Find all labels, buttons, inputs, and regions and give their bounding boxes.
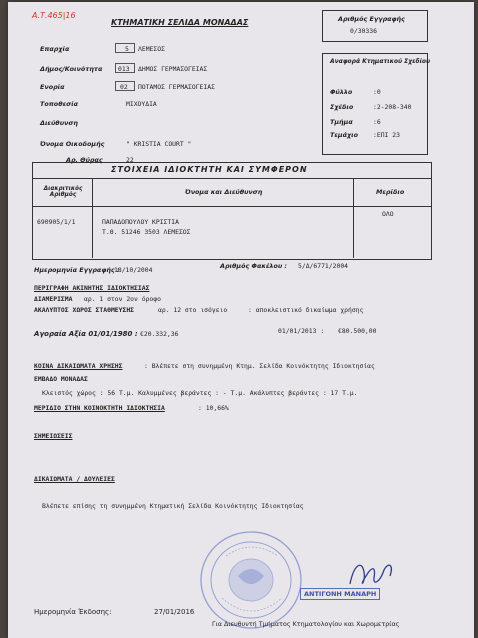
- block-label: Τεμάχιο: [330, 131, 359, 139]
- description-title: ΠΕΡΙΓΡΑΦΗ ΑΚΙΝΗΤΗΣ ΙΔΙΟΚΤΗΣΙΑΣ: [34, 284, 150, 292]
- building-value: " KRISTIA COURT ": [126, 140, 192, 148]
- col-header-share: Μερίδιο: [376, 188, 405, 196]
- official-stamp: [196, 526, 306, 634]
- rights-text: Βλέπετε επίσης τη συνημμένη Κτηματική Σελίδα Κοινόκτητης Ιδιοκτησίας: [42, 502, 304, 510]
- owner-section-title: ΣΤΟΙΧΕΙΑ ΙΔΙΟΚΤΗΤΗ ΚΑΙ ΣΥΜΦΕΡΟΝ: [111, 165, 308, 174]
- parish-code: 02: [120, 83, 128, 91]
- value-1980-label: Αγοραία Αξία 01/01/1980 :: [34, 330, 138, 338]
- director-signature-line: Για Διευθυντή Τμήματος Κτηματολογίου και Χωρομετρίας: [212, 620, 400, 628]
- plan-value: :2-208-340: [373, 103, 412, 111]
- document-page: [8, 2, 474, 638]
- locality-value: ΜΙΧΟΥΔΙΑ: [126, 100, 157, 108]
- common-share-label: ΜΕΡΙΔΙΟ ΣΤΗΝ ΚΟΙΝΟΚΤΗΤΗ ΙΔΙΟΚΤΗΣΙΑ: [34, 404, 165, 412]
- owner-table-header-divider: [32, 206, 431, 207]
- common-rights-label: ΚΟΙΝΑ ΔΙΚΑΙΩΜΑΤΑ ΧΡΗΣΗΣ: [34, 362, 123, 370]
- file-number-value: 5/Δ/6771/2004: [298, 262, 349, 270]
- apartment-value: αρ. 1 στον 2ον όροφο: [84, 295, 161, 303]
- parish-name: ΠΟΤΑΜΟΣ ΓΕΡΜΑΣΟΓΕΙΑΣ: [138, 83, 215, 91]
- building-label: Όνομα Οικοδομής: [40, 140, 105, 148]
- col-header-id: Διακριτικός Αριθμός: [43, 186, 83, 198]
- unit-area-text: Κλειστός χώρος : 56 Τ.μ. Καλυμμένες βεράντες : - Τ.μ. Ακάλυπτες βεράντες : 17 Τ.μ.: [42, 389, 358, 397]
- issue-date-label: Ημερομηνία Έκδοσης:: [34, 608, 112, 616]
- common-rights-text: : Βλέπετε στη συνημμένη Κτημ. Σελίδα Κοινόκτητης Ιδιοκτησίας: [144, 362, 375, 370]
- locality-label: Τοποθεσία: [40, 100, 79, 108]
- district-label: Επαρχία: [40, 45, 70, 53]
- registration-date-value: 18/10/2004: [114, 266, 153, 274]
- plan-label: Σχέδιο: [330, 103, 354, 111]
- signer-name-stamp: ΑΝΤΙΓΟΝΗ ΜΑΝΑΡΗ: [300, 588, 380, 600]
- block-value: :ΕΠΙ 23: [373, 131, 400, 139]
- parking-value: αρ. 12 στο ισόγειο: [158, 306, 228, 314]
- door-label: Αρ. Θύρας: [66, 156, 103, 164]
- municipality-label: Δήμος/Κοινότητα: [40, 65, 103, 73]
- municipality-code: 013: [118, 65, 130, 73]
- owner-id: 690905/1/1: [37, 218, 76, 226]
- notes-title: ΣΗΜΕΙΩΣΕΙΣ: [34, 432, 73, 440]
- municipality-name: ΔΗΜΟΣ ΓΕΡΜΑΣΟΓΕΙΑΣ: [138, 65, 208, 73]
- parking-label: ΑΚΑΛΥΠΤΟΣ ΧΩΡΟΣ ΣΤΑΘΜΕΥΣΗΣ: [34, 306, 135, 314]
- owner-name: ΠΑΠΑΔΟΠΟΥΛΟΥ ΚΡΙΣΤΙΑ: [102, 218, 179, 226]
- issue-date-value: 27/01/2016: [154, 608, 195, 616]
- page-title: ΚΤΗΜΑΤΙΚΗ ΣΕΛΙΔΑ ΜΟΝΑΔΑΣ: [111, 18, 249, 27]
- value-2013-label: 01/01/2013 :: [278, 327, 325, 335]
- survey-title: Αναφορά Κτηματικού Σχεδίου: [330, 58, 431, 65]
- district-code: 5: [125, 45, 129, 53]
- sheet-label: Φύλλο: [330, 88, 353, 96]
- owner-share: ΟΛΟ: [382, 210, 394, 218]
- sheet-value: :0: [373, 88, 381, 96]
- address-label: Διεύθυνση: [40, 119, 78, 127]
- district-name: ΛΕΜΕΣΟΣ: [138, 45, 165, 53]
- unit-area-title: ΕΜΒΑΔΟ ΜΟΝΑΔΑΣ: [34, 375, 88, 383]
- rights-title: ΔΙΚΑΙΩΜΑΤΑ / ΔΟΥΛΕΙΕΣ: [34, 475, 115, 483]
- value-2013: €80.500,00: [338, 327, 377, 335]
- owner-table-col-divider-1: [92, 178, 93, 258]
- owner-address: Τ.Θ. 51246 3503 ΛΕΜΕΣΟΣ: [102, 228, 191, 236]
- registration-value: 0/30336: [350, 27, 377, 35]
- apartment-label: ΔΙΑΜΕΡΙΣΜΑ: [34, 295, 73, 303]
- parking-note: : αποκλειστικό δικαίωμα χρήσης: [248, 306, 364, 314]
- section-label: Τμήμα: [330, 118, 353, 126]
- owner-table-col-divider-2: [353, 178, 354, 258]
- registration-date-label: Ημερομηνία Εγγραφής :: [34, 266, 120, 274]
- common-share-value: : 10,66%: [198, 404, 229, 412]
- file-number-label: Αριθμός Φακέλου :: [220, 262, 287, 270]
- registration-label: Αριθμός Εγγραφής: [338, 15, 405, 23]
- handwritten-note: Α.Τ.465|16: [32, 11, 76, 20]
- parish-label: Ενορία: [40, 83, 65, 91]
- section-value: :6: [373, 118, 381, 126]
- col-header-name: Όνομα και Διεύθυνση: [185, 188, 263, 196]
- door-value: 22: [126, 156, 134, 164]
- value-1980: €20.332,36: [140, 330, 179, 338]
